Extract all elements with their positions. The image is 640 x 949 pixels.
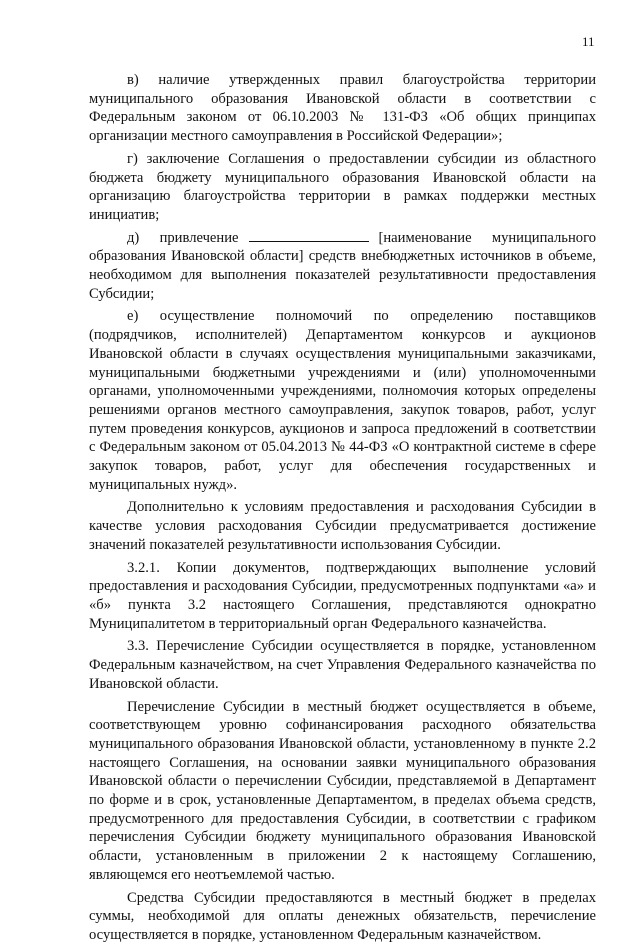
paragraph-3-3: 3.3. Перечисление Субсидии осуществляется в порядке, установленном Федеральным казначейством, на счет Управления Федерального казначейства по Ивановской области. xyxy=(89,638,596,692)
paragraph-transfer-volume: Перечисление Субсидии в местный бюджет осуществляется в объеме, соответствующем уровню софинансирования расходного обязательства муниципального образования Ивановской области, установленному в пункте 2.2 настоящего Соглашения, на основании заявки муниципального образования Ивановской области о перечислении Субсидии, представляемой в Департамент по форме и в срок, установленные Департаментом, в пределах объема средств, предусмотренного для предоставления Субсидии, в соответствии с графиком перечисления Субсидии бюджету муниципального образования Ивановской области, установленным в приложении 2 к настоящему Соглашению, являющемся его неотъемлемой частью. xyxy=(89,698,596,883)
paragraph-condition-d xyxy=(89,229,596,304)
paragraph-additional-condition: Дополнительно к условиям предоставления и расходования Субсидии в качестве условия расходования Субсидии предусматривается достижение значений показателей результативности использования Субсидии. xyxy=(89,499,596,553)
fill-in-blank-line xyxy=(249,229,369,242)
paragraph-condition-d-prefix: д) привлечение xyxy=(127,229,239,246)
paragraph-condition-d-suffix: [наименование муниципального образования Ивановской области] средств внебюджетных источников в объеме, необходимом для выполнения показателей результативности предоставления Субсидии; xyxy=(89,229,596,302)
paragraph-condition-v: в) наличие утвержденных правил благоустройства территории муниципального образования Ивановской области в соответствии с Федеральным законом от 06.10.2003 № 131-ФЗ «Об общих принципах организации местного самоуправления в Российской Федерации»; xyxy=(89,72,596,145)
paragraph-condition-g: г) заключение Соглашения о предоставлении субсидии из областного бюджета бюджету муниципального образования Ивановской области на организацию благоустройства территории в рамках поддержки местных инициатив; xyxy=(89,150,596,223)
paragraph-condition-e: е) осуществление полномочий по определению поставщиков (подрядчиков, исполнителей) Департаментом конкурсов и аукционов Ивановской области в случаях осуществления муниципальными заказчиками, муниципальными бюджетными учреждениями и (или) уполномоченными органами, уполномоченными учреждениями, полномочия которых определены решениями органов местного самоуправления, закупок товаров, работ, услуг путем проведения конкурсов, аукционов и запроса предложений в соответствии с Федеральным законом от 05.04.2013 № 44-ФЗ «О контрактной системе в сфере закупок товаров, работ, услуг для обеспечения государственных и муниципальных нужд». xyxy=(89,308,596,493)
paragraph-funds-provision: Средства Субсидии предоставляются в местный бюджет в пределах суммы, необходимой для оплаты денежных обязательств, перечисление осуществляется в порядке, установленном Федеральным казначейством. xyxy=(89,889,596,943)
page-number: 11 xyxy=(582,34,595,49)
paragraph-3-2-1: 3.2.1. Копии документов, подтверждающих выполнение условий предоставления и расходования Субсидии, предусмотренных подпунктами «а» и «б» пункта 3.2 настоящего Соглашения, представляются однократно Муниципалитетом в территориальный орган Федерального казначейства. xyxy=(89,559,596,632)
document-body xyxy=(89,71,596,949)
